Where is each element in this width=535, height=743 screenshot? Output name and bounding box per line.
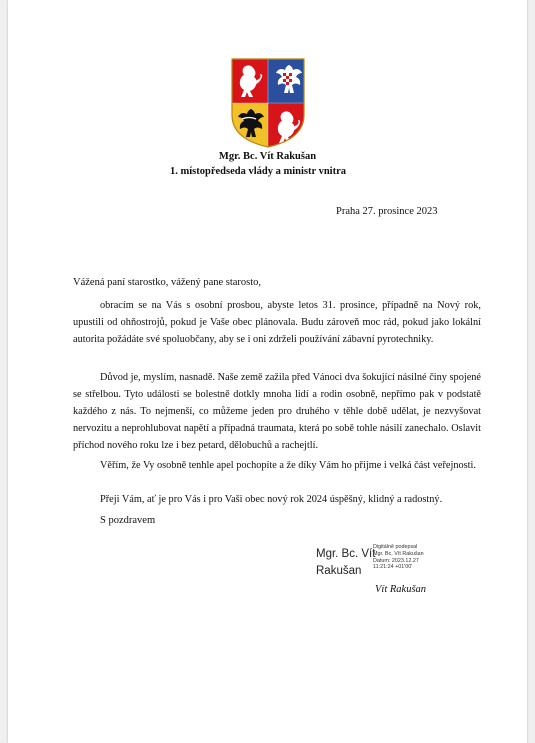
signature-detail-line: Digitálně podepsal <box>373 544 418 550</box>
signature-detail-line: Datum: 2023.12.27 <box>373 557 419 564</box>
salutation: Vážená paní starostko, vážený pane starosto, <box>73 277 262 288</box>
letter-page <box>8 0 527 743</box>
paragraph-request: obracím se na Vás s osobní prosbou, abyste letos 31. prosince, případně na Nový rok, upustili od ohňostrojů, pokud je Vaše obec plánovala. Budu zároveň moc rád, pokud jako lokální autorita požádáte své spoluobčany, aby se i oni zdrželi používání zábavní pyrotechniky. <box>73 300 481 345</box>
letter-date: Praha 27. prosince 2023 <box>336 206 438 217</box>
digital-signature-details <box>373 544 424 571</box>
closing: S pozdravem <box>100 515 156 526</box>
state-coat-of-arms-icon <box>230 57 306 149</box>
signature-name-line: Rakušan <box>316 565 362 577</box>
paragraph-reason: Důvod je, myslím, nasnadě. Naše země zažila před Vánoci dva šokující násilné činy spojené se střelbou. Tyto události se bolestně dotkly mnoha lidí a rodin osobně, nepřímo pak v podstatě každého z nás. To nejmenší, co můžeme jeden pro druhého v těhle době udělat, je nezvyšovat nervozitu a neprohlubovat napětí a případná traumata, která po sobě tohle násilí zanechalo. Oslavit příchod nového roku lze i bez petard, dělobuchů a rachejtlí. <box>73 372 481 451</box>
paragraph-appeal: Věřím, že Vy osobně tenhle apel pochopíte a že díky Vám ho přijme i velká část veřejnosti. <box>100 460 476 471</box>
sender-name: Mgr. Bc. Vít Rakušan <box>218 151 317 162</box>
digital-signature-name <box>316 546 375 580</box>
signature-detail-line: Mgr. Bc. Vít Rakušan <box>373 550 424 557</box>
paragraph-wishes: Přeji Vám, ať je pro Vás i pro Vaši obec nový rok 2024 úspěšný, klidný a radostný. <box>100 494 443 505</box>
signature-name-line: Mgr. Bc. Vít <box>316 548 376 560</box>
handwritten-signature: Vít Rakušan <box>375 584 427 595</box>
signature-detail-line: 11:21:24 +01'00' <box>373 564 413 571</box>
sender-role: 1. místopředseda vlády a ministr vnitra <box>170 166 346 177</box>
